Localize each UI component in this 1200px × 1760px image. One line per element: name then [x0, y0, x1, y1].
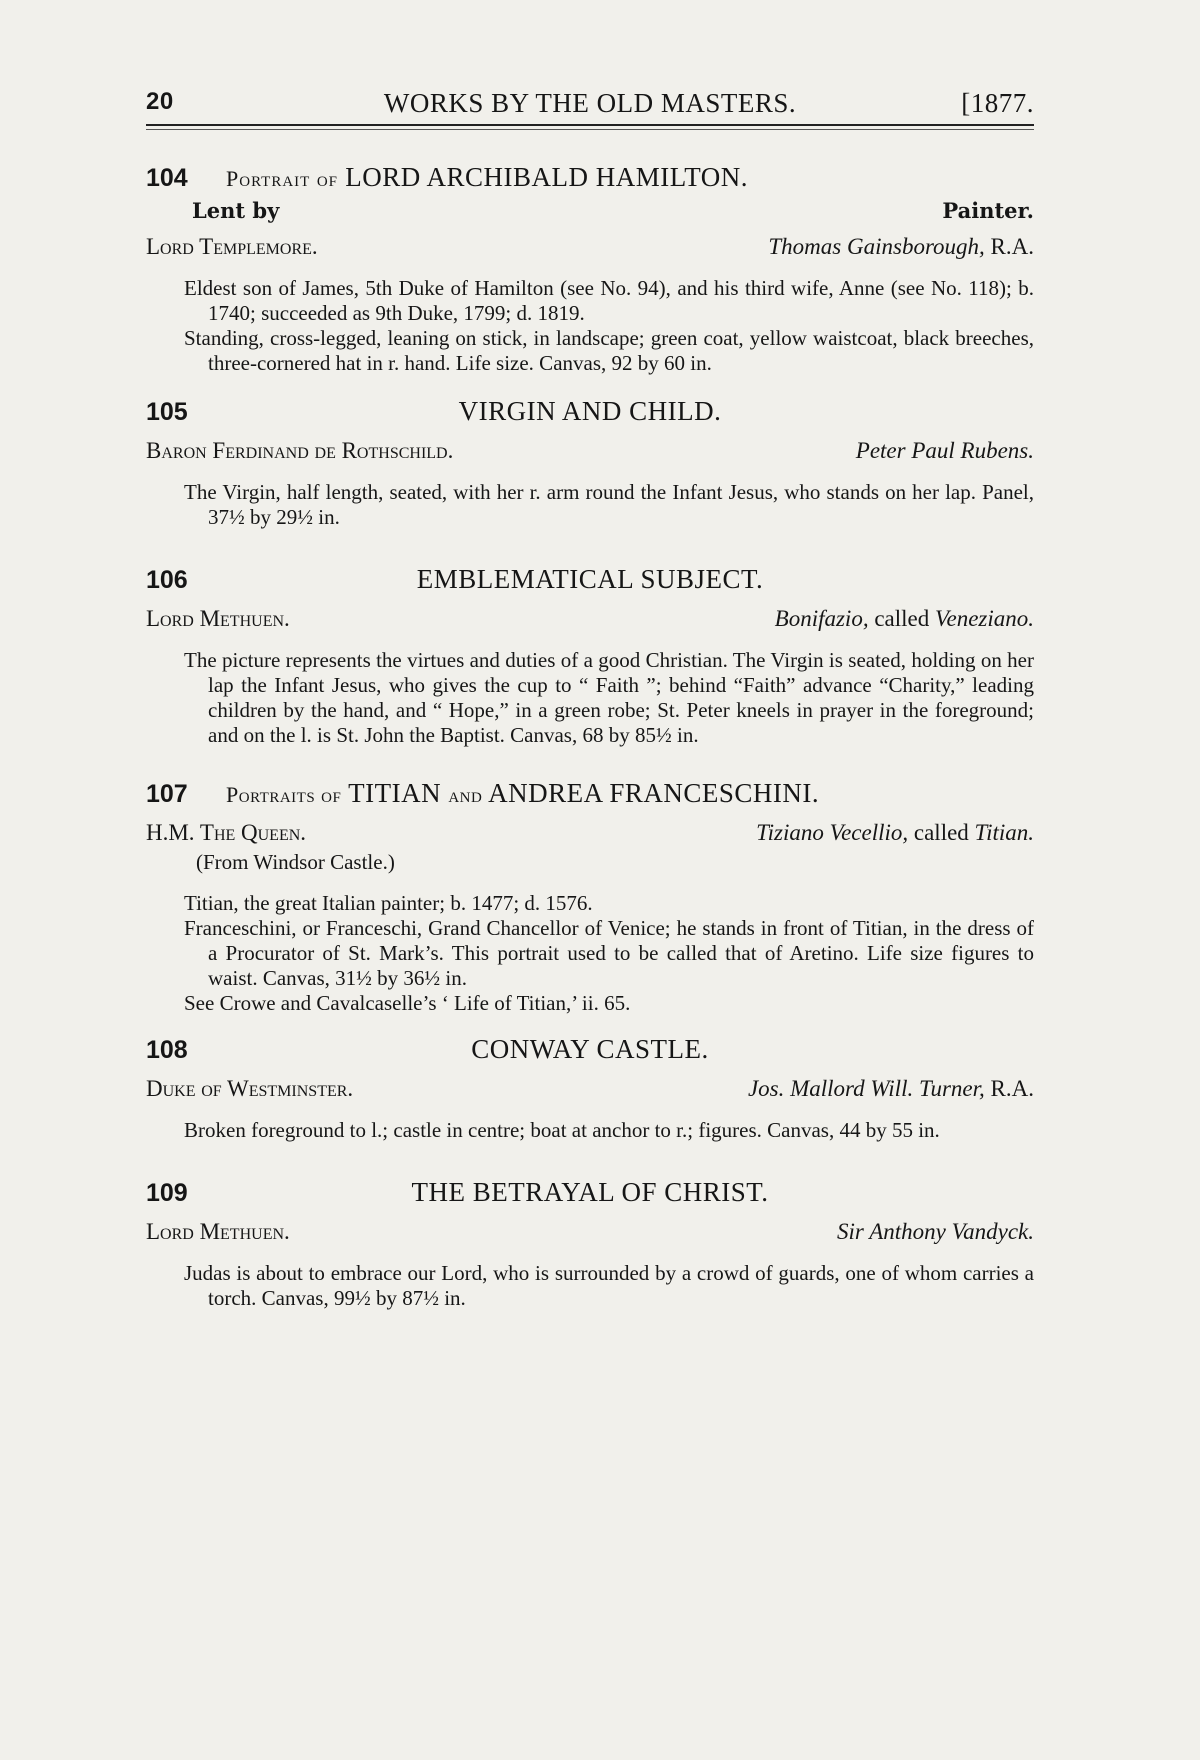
paragraph: The picture represents the virtues and duties of a good Christian. The Virgin is seated, holding on her lap the Infant Jesus, who gives the cup to “ Faith ”; behind “Faith” advance “Charity,” leading children by the hand, and “ Hope,” in a green robe; St. Peter kneels in prayer in the foreground; and on the l. is St. John the Baptist. Canvas, 68 by 85½ in. [184, 648, 1034, 747]
header-rule-thin [146, 129, 1034, 130]
column-labels [146, 198, 1034, 228]
painter-suffix: R.A. [984, 234, 1034, 259]
entry-heading [146, 778, 1034, 814]
painter [756, 820, 1034, 846]
entry-heading [146, 1177, 1034, 1213]
paragraph: Eldest son of James, 5th Duke of Hamilton (see No. 94), and his third wife, Anne (see No. 118); b. 1740; succeeded as 9th Duke, 1799; d. 1819. [184, 276, 1034, 325]
title-prefix: Portrait of [226, 166, 339, 191]
entry-title: VIRGIN AND CHILD. [458, 396, 722, 426]
entry-108 [146, 1034, 1034, 1143]
entry-heading [146, 564, 1034, 600]
entry-title: THE BETRAYAL OF CHRIST. [411, 1177, 769, 1207]
paragraph: See Crowe and Cavalcaselle’s ‘ Life of Titian,’ ii. 65. [184, 991, 631, 1015]
lender: Lord Methuen. [146, 606, 290, 631]
entry-title: CONWAY CASTLE. [471, 1034, 709, 1064]
entry-104 [146, 162, 1034, 376]
entry-107 [146, 778, 1034, 1016]
entry-title [146, 162, 1034, 193]
entry-description [146, 1261, 1034, 1311]
painter-alias: Veneziano. [934, 606, 1034, 631]
lender: H.M. The Queen. [146, 820, 307, 845]
entry-number: 106 [146, 566, 188, 594]
painter-suffix: R.A. [984, 1076, 1034, 1101]
entry-heading [146, 396, 1034, 432]
painter-name: Thomas Gainsborough, [768, 234, 985, 259]
entry-number: 108 [146, 1036, 188, 1064]
entry-number: 105 [146, 398, 188, 426]
attribution-row [146, 438, 1034, 470]
attribution-row [146, 1219, 1034, 1251]
entry-number: 104 [146, 164, 188, 192]
attribution-row [146, 1076, 1034, 1108]
title-subject-a: TITIAN [348, 778, 442, 808]
lent-by-label: Lent by [192, 198, 280, 223]
lender-provenance: (From Windsor Castle.) [196, 850, 395, 874]
title-subject: LORD ARCHIBALD HAMILTON. [345, 162, 749, 192]
entry-105 [146, 396, 1034, 530]
entry-title [146, 778, 1034, 809]
paragraph: Broken foreground to l.; castle in centre; boat at anchor to r.; figures. Canvas, 44 by 55 in. [184, 1118, 940, 1142]
title-prefix: Portraits of [226, 782, 342, 807]
running-year: [1877. [961, 88, 1034, 118]
paragraph: Standing, cross-legged, leaning on stick, in landscape; green coat, yellow waistcoat, black breeches, three-cornered hat in r. hand. Life size. Canvas, 92 by 60 in. [184, 326, 1034, 375]
painter-name: Tiziano Vecellio, [756, 820, 909, 845]
attribution-row [146, 820, 1034, 852]
entry-title: EMBLEMATICAL SUBJECT. [416, 564, 764, 594]
title-conjunction: and [448, 782, 483, 807]
paragraph: Judas is about to embrace our Lord, who is surrounded by a crowd of guards, one of whom carries a torch. Canvas, 99½ by 87½ in. [184, 1261, 1034, 1310]
painter: Sir Anthony Vandyck. [837, 1219, 1034, 1244]
painter-label: Painter. [942, 198, 1034, 223]
painter-called: called [868, 606, 935, 631]
header-rule [146, 124, 1034, 126]
attribution-row [146, 234, 1034, 266]
lender: Lord Methuen. [146, 1219, 290, 1244]
painter-name: Jos. Mallord Will. Turner, [747, 1076, 985, 1101]
attribution-row [146, 606, 1034, 638]
paragraph: The Virgin, half length, seated, with her r. arm round the Infant Jesus, who stands on her lap. Panel, 37½ by 29½ in. [184, 480, 1034, 529]
entry-description [146, 1118, 1034, 1143]
painter-alias: Titian. [974, 820, 1034, 845]
painter [775, 606, 1034, 632]
catalogue-page [146, 80, 1034, 1311]
entry-description [146, 276, 1034, 376]
entry-description [146, 648, 1034, 748]
lender: Duke of Westminster. [146, 1076, 354, 1101]
entry-109 [146, 1177, 1034, 1311]
entry-number: 109 [146, 1179, 188, 1207]
entry-number: 107 [146, 780, 188, 808]
painter: Peter Paul Rubens. [855, 438, 1034, 463]
entry-106 [146, 564, 1034, 748]
painter-name: Bonifazio, [774, 606, 869, 631]
lender: Baron Ferdinand de Rothschild. [146, 438, 454, 463]
entry-description [146, 480, 1034, 530]
lender: Lord Templemore. [146, 234, 318, 259]
entry-description [146, 891, 1034, 1016]
running-head [146, 80, 1034, 124]
page-number: 20 [146, 88, 174, 115]
paragraph: Titian, the great Italian painter; b. 1477; d. 1576. [184, 891, 593, 915]
running-title: WORKS BY THE OLD MASTERS. [383, 88, 797, 118]
entry-heading [146, 1034, 1034, 1070]
painter [768, 234, 1034, 260]
painter-called: called [908, 820, 975, 845]
painter [748, 1076, 1034, 1102]
entry-heading [146, 162, 1034, 198]
paragraph: Franceschini, or Franceschi, Grand Chancellor of Venice; he stands in front of Titian, in the dress of a Procurator of St. Mark’s. This portrait used to be called that of Aretino. Life size figures to waist. Canvas, 31½ by 36½ in. [184, 916, 1034, 990]
title-subject-b: ANDREA FRANCESCHINI. [488, 778, 820, 808]
